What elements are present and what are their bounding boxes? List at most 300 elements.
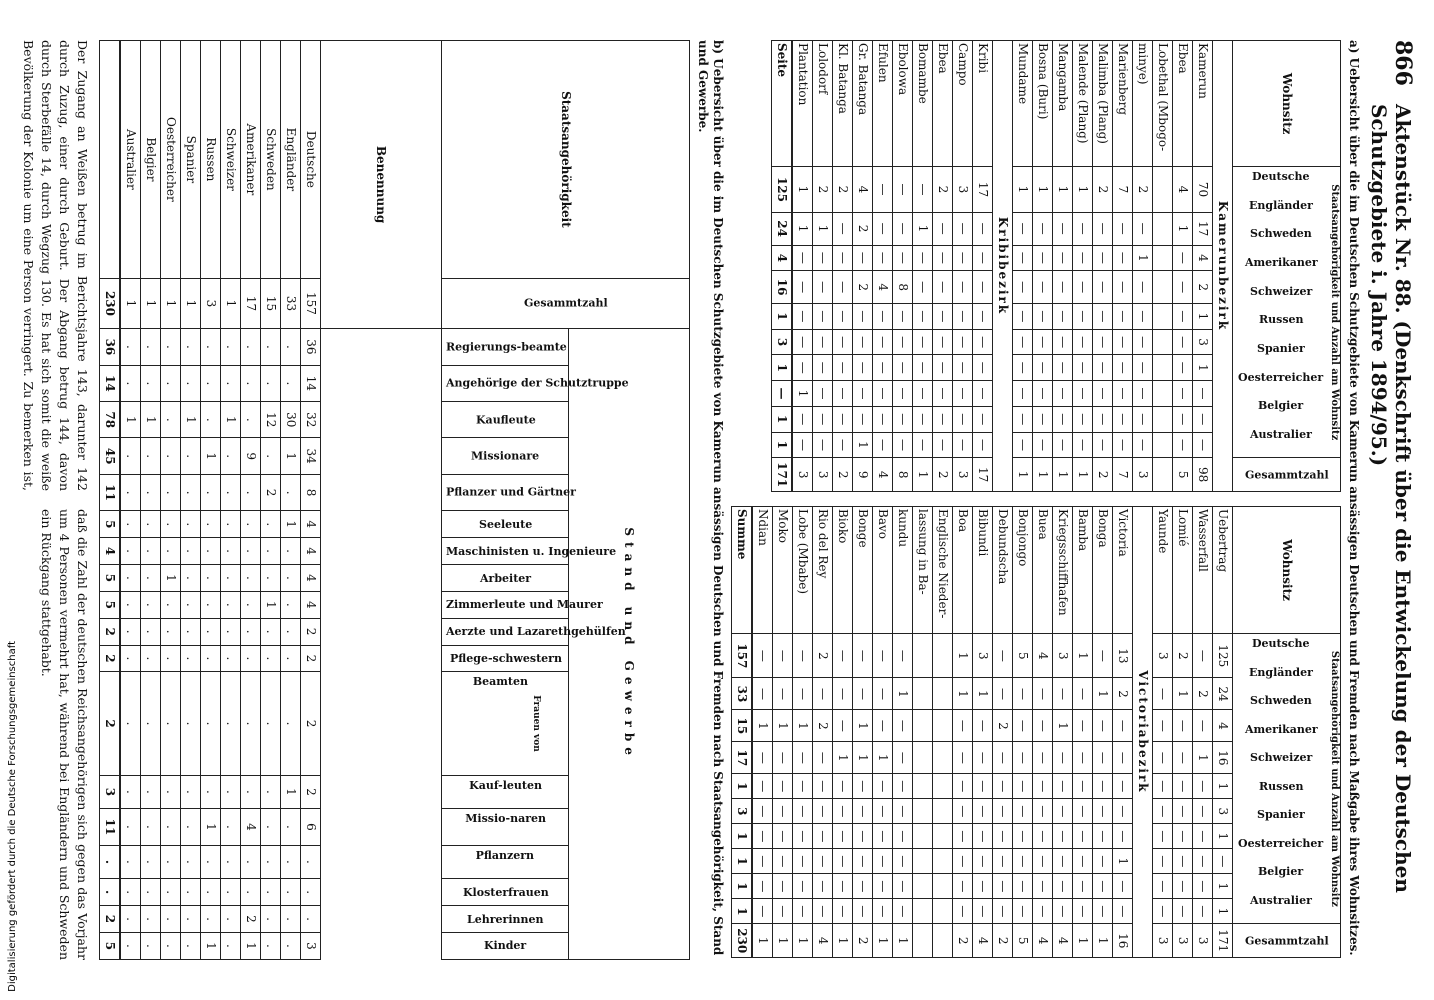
cell-total: 4	[1053, 924, 1073, 958]
cell-value: —	[1013, 355, 1033, 381]
column-header-group	[1233, 634, 1341, 924]
cell-value: —	[1173, 799, 1193, 824]
row-location-name: Mangamba	[1056, 43, 1071, 112]
cell-value: 1	[1053, 167, 1073, 212]
cell-value: —	[1093, 329, 1113, 355]
cell-value: —	[993, 874, 1013, 899]
cell-value: —	[953, 304, 973, 330]
row-location	[1073, 41, 1093, 167]
cell-value: —	[1013, 329, 1033, 355]
cell-value: —	[1053, 824, 1073, 849]
cell-value	[913, 874, 933, 899]
cell-value: —	[813, 245, 833, 271]
cell-value: 17	[732, 742, 753, 774]
cell-total: 4	[1033, 924, 1053, 958]
cell-value: 1	[1213, 824, 1233, 849]
column-header-benennung: Benennung	[321, 41, 442, 329]
cell-value: —	[993, 824, 1013, 849]
cell-value: —	[1173, 406, 1193, 432]
cell-value: —	[1113, 432, 1133, 458]
row-nationality: Schweden	[261, 41, 281, 279]
cell-total: 1	[1073, 458, 1093, 492]
cell-value: —	[873, 245, 893, 271]
row-location	[1033, 507, 1053, 634]
cell-value: .	[141, 932, 161, 959]
cell-value: —	[813, 849, 833, 874]
cell-value: 1	[1093, 678, 1113, 710]
cell-value: 1	[1193, 742, 1213, 774]
cell-total: 9	[853, 458, 873, 492]
column-header-frauen-name: Pflanzern	[476, 848, 535, 862]
table-row-total	[100, 41, 121, 960]
cell-value: —	[833, 432, 853, 458]
cell-value: 1	[1113, 849, 1133, 874]
table-row	[813, 41, 833, 492]
section-a-left	[731, 40, 1341, 492]
cell-value: .	[261, 672, 281, 775]
cell-value: .	[161, 906, 181, 933]
cell-value: 1	[772, 406, 793, 432]
cell-total: 3	[813, 458, 833, 492]
cell-value: .	[181, 932, 201, 959]
cell-value: —	[1093, 355, 1113, 381]
cell-value: 1	[181, 402, 201, 438]
cell-value: —	[1033, 710, 1053, 742]
cell-total: 17	[241, 278, 261, 328]
cell-value: —	[1113, 381, 1133, 407]
cell-value: 1	[141, 402, 161, 438]
cell-total: 1	[893, 924, 913, 958]
cell-value: 4	[241, 809, 261, 845]
cell-value: 2	[853, 212, 873, 245]
cell-value: .	[181, 365, 201, 401]
cell-value: —	[813, 678, 833, 710]
row-location-name: Rio del Rey	[816, 509, 831, 579]
cell-value: .	[120, 329, 141, 365]
cell-value: .	[261, 565, 281, 592]
row-location-name: Marienberg	[1116, 43, 1131, 116]
cell-value: .	[281, 906, 301, 933]
cell-value: 2	[261, 474, 281, 510]
cell-value: .	[261, 645, 281, 672]
cell-value: .	[161, 365, 181, 401]
cell-value: 4	[1033, 634, 1053, 678]
cell-total: 2	[953, 924, 973, 958]
cell-value: —	[1073, 874, 1093, 899]
cell-value: —	[1013, 824, 1033, 849]
cell-total: 1	[141, 278, 161, 328]
row-location-name: Debundscha	[996, 509, 1011, 585]
cell-value: —	[1053, 271, 1073, 304]
cell-value: 6	[301, 809, 321, 845]
table-row	[772, 41, 793, 492]
column-header-occupation: Lehrerinnen	[442, 906, 569, 933]
column-header-frauen-name: Kauf-leuten	[468, 778, 542, 792]
cell-value: —	[752, 824, 773, 849]
cell-value: —	[953, 329, 973, 355]
cell-value	[933, 742, 953, 774]
cell-value: —	[1113, 824, 1133, 849]
cell-value: .	[241, 591, 261, 618]
cell-value: .	[261, 906, 281, 933]
cell-value: —	[1113, 355, 1133, 381]
column-header-group-label: Staatsangehörigkeit und Anzahl am Wohnsitz	[1329, 650, 1341, 907]
cell-value: —	[773, 799, 793, 824]
cell-value: 1	[792, 381, 813, 407]
cell-value: 1	[261, 591, 281, 618]
cell-value: —	[873, 212, 893, 245]
cell-value: 2	[301, 672, 321, 775]
cell-value: .	[120, 538, 141, 565]
cell-value: —	[752, 899, 773, 924]
cell-value: .	[161, 329, 181, 365]
cell-value: —	[833, 710, 853, 742]
cell-value: .	[201, 591, 221, 618]
cell-total: 16	[1113, 924, 1133, 958]
table-row	[1073, 507, 1093, 958]
cell-value: —	[1093, 212, 1113, 245]
row-location	[1153, 507, 1173, 634]
cell-value: .	[201, 672, 221, 775]
cell-value: .	[301, 879, 321, 906]
cell-value: 4	[1193, 245, 1213, 271]
cell-value: —	[813, 432, 833, 458]
column-header-occupation: Regierungs-beamte	[442, 329, 569, 365]
cell-value: —	[1013, 406, 1033, 432]
cell-value: 78	[100, 402, 121, 438]
cell-value: .	[241, 511, 261, 538]
cell-value: —	[1133, 329, 1153, 355]
cell-value: .	[281, 474, 301, 510]
column-header-occupation: Maschinisten u. Ingenieure	[442, 538, 569, 565]
cell-value: —	[873, 678, 893, 710]
cell-value: 2	[241, 906, 261, 933]
cell-value: —	[1013, 271, 1033, 304]
cell-value: .	[281, 932, 301, 959]
table-row	[201, 41, 221, 960]
column-header-wohnsitz: Wohnsitz	[1233, 507, 1341, 634]
column-header-nationality: Schweden	[1250, 227, 1313, 241]
cell-value: .	[221, 329, 241, 365]
residence-table-left	[771, 40, 1341, 492]
column-header-frauen-name: Missio-naren	[464, 812, 546, 826]
cell-value: .	[221, 618, 241, 645]
dfg-footer	[0, 0, 24, 1000]
table-row	[853, 507, 873, 958]
cell-value: —	[833, 774, 853, 799]
cell-value: .	[141, 365, 161, 401]
cell-value: 1	[772, 304, 793, 330]
cell-value: —	[793, 849, 813, 874]
row-location	[893, 507, 913, 634]
cell-value: —	[973, 406, 993, 432]
cell-value: —	[1073, 432, 1093, 458]
cell-value: 45	[100, 438, 121, 474]
cell-value: .	[141, 618, 161, 645]
cell-value: 4	[873, 271, 893, 304]
cell-value: .	[201, 845, 221, 879]
cell-value: .	[201, 329, 221, 365]
cell-total: 157	[301, 278, 321, 328]
cell-value: —	[873, 710, 893, 742]
cell-value: —	[793, 678, 813, 710]
cell-value: —	[953, 742, 973, 774]
cell-value: 3	[100, 775, 121, 809]
row-location-name: Bonjongo	[1016, 509, 1031, 567]
table-row	[1173, 41, 1193, 492]
cell-value: .	[221, 538, 241, 565]
cell-value: —	[1193, 899, 1213, 924]
cell-value	[933, 899, 953, 924]
cell-value: 4	[100, 538, 121, 565]
cell-value: —	[813, 381, 833, 407]
row-location	[953, 507, 973, 634]
cell-value: .	[120, 438, 141, 474]
cell-value: .	[181, 438, 201, 474]
table-row	[281, 41, 301, 960]
column-header-group	[1233, 167, 1341, 458]
cell-value: —	[853, 245, 873, 271]
cell-value: 4	[301, 538, 321, 565]
cell-total: 2	[933, 458, 953, 492]
column-header-occupation: Kaufleute	[442, 402, 569, 438]
row-location-name: Summe	[735, 509, 750, 560]
cell-value: —	[813, 355, 833, 381]
table-row	[1193, 507, 1213, 958]
cell-value: —	[933, 245, 953, 271]
cell-value: .	[201, 879, 221, 906]
cell-value: .	[221, 365, 241, 401]
cell-total: 2	[853, 924, 873, 958]
cell-value: .	[161, 775, 181, 809]
cell-value: .	[221, 906, 241, 933]
cell-value: —	[752, 742, 773, 774]
column-header-occupation: Pflanzer und Gärtner	[442, 474, 569, 510]
section-a-right	[731, 506, 1341, 958]
cell-value: .	[181, 329, 201, 365]
cell-value: —	[873, 799, 893, 824]
cell-value: —	[1033, 849, 1053, 874]
cell-value: .	[201, 775, 221, 809]
row-location-name: Kriegsschiffhafen	[1056, 509, 1071, 616]
cell-value	[913, 634, 933, 678]
cell-value: —	[993, 774, 1013, 799]
column-header-occupation: Klosterfrauen	[442, 879, 569, 906]
cell-value: .	[201, 906, 221, 933]
cell-value: 12	[261, 402, 281, 438]
cell-value: —	[1093, 824, 1113, 849]
cell-value: —	[1073, 212, 1093, 245]
table-row	[141, 41, 161, 960]
cell-value: —	[1053, 432, 1073, 458]
cell-value: —	[1033, 304, 1053, 330]
cell-value: —	[853, 678, 873, 710]
row-location	[1093, 41, 1113, 167]
cell-value: .	[301, 845, 321, 879]
cell-total: 3	[1173, 924, 1193, 958]
page-title: Aktenstück Nr. 88. (Denkschrift über die Entwickelung der Deutschen Schutzgebiete i. Jahre 1894/95.)	[1367, 103, 1415, 893]
table-row	[1153, 507, 1173, 958]
cell-value	[1153, 432, 1173, 458]
cell-value: 3	[772, 329, 793, 355]
table-row	[813, 507, 833, 958]
cell-value: 4	[301, 591, 321, 618]
cell-value: .	[120, 565, 141, 592]
cell-total: 2	[1093, 458, 1113, 492]
cell-value: .	[120, 906, 141, 933]
cell-value: —	[993, 742, 1013, 774]
column-header-frauen-name: Beamten	[472, 675, 528, 689]
row-location-name: Englische Nieder-	[936, 509, 951, 619]
cell-value: .	[141, 538, 161, 565]
cell-value: .	[120, 474, 141, 510]
cell-value: —	[1033, 355, 1053, 381]
cell-value: —	[1173, 329, 1193, 355]
cell-value: 2	[1133, 167, 1153, 212]
cell-total: 5	[1013, 924, 1033, 958]
cell-value: .	[221, 672, 241, 775]
cell-value: —	[1033, 329, 1053, 355]
table-row	[1093, 507, 1113, 958]
row-location-name: Wasserfall	[1196, 509, 1211, 572]
cell-value: —	[893, 167, 913, 212]
cell-value: —	[1113, 212, 1133, 245]
cell-value: —	[893, 406, 913, 432]
cell-value: —	[993, 899, 1013, 924]
cell-total: 15	[261, 278, 281, 328]
cell-value: —	[1093, 381, 1113, 407]
cell-total	[913, 924, 933, 958]
column-header-occupation: Pflege-schwestern	[442, 645, 569, 672]
row-location-name: Bosna (Buri)	[1036, 43, 1051, 120]
cell-value: —	[973, 381, 993, 407]
row-location	[1053, 41, 1073, 167]
cell-value: 1	[893, 678, 913, 710]
cell-value: 3	[1193, 329, 1213, 355]
cell-value: —	[1013, 874, 1033, 899]
column-header-nationality: Schweden	[1250, 694, 1313, 708]
cell-value: —	[873, 824, 893, 849]
table-row	[1013, 41, 1033, 492]
cell-value: —	[1093, 799, 1113, 824]
cell-value: —	[933, 271, 953, 304]
cell-value: —	[1173, 710, 1193, 742]
column-header-nationality: Australier	[1250, 894, 1313, 908]
table-row	[1113, 41, 1133, 492]
cell-value: .	[161, 618, 181, 645]
column-header-nationality: Spanier	[1257, 808, 1306, 822]
page-number: 866	[1390, 40, 1416, 86]
cell-value: —	[853, 355, 873, 381]
cell-value: —	[973, 874, 993, 899]
cell-value: —	[1013, 381, 1033, 407]
cell-value: .	[141, 329, 161, 365]
cell-value: —	[1033, 212, 1053, 245]
cell-total: 7	[1113, 458, 1133, 492]
cell-total: 5	[1173, 458, 1193, 492]
row-location-name: Malende (Plang)	[1076, 43, 1091, 144]
cell-value: .	[241, 538, 261, 565]
cell-value: 17	[973, 167, 993, 212]
cell-value: 3	[732, 799, 753, 824]
cell-value: —	[1013, 899, 1033, 924]
cell-value: .	[120, 511, 141, 538]
cell-value: 24	[1213, 678, 1233, 710]
cell-total: 1	[793, 924, 813, 958]
cell-value: —	[833, 245, 853, 271]
row-location-name: Kl. Batanga	[836, 43, 851, 114]
row-location-name: Bonge	[856, 509, 871, 548]
footer-text: Digitalisierung gefördert durch die Deutsche Forschungsgemeinschaft	[6, 641, 18, 992]
cell-value: —	[1013, 304, 1033, 330]
cell-value: .	[241, 672, 261, 775]
table-row	[1113, 507, 1133, 958]
column-header-nationality: Deutsche	[1252, 637, 1311, 651]
cell-value: —	[913, 432, 933, 458]
cell-value: 70	[1193, 167, 1213, 212]
cell-value: —	[1013, 212, 1033, 245]
cell-value: —	[893, 824, 913, 849]
cell-value: —	[1113, 304, 1133, 330]
column-header-frauen	[442, 845, 569, 879]
cell-value: —	[1213, 849, 1233, 874]
cell-value: —	[1153, 899, 1173, 924]
cell-value: —	[913, 245, 933, 271]
cell-value: —	[1173, 355, 1193, 381]
cell-value: —	[792, 432, 813, 458]
cell-value: —	[1153, 742, 1173, 774]
cell-value: —	[973, 849, 993, 874]
cell-value: —	[1033, 245, 1053, 271]
cell-value: —	[833, 212, 853, 245]
cell-value: —	[1053, 304, 1073, 330]
cell-value: —	[953, 245, 973, 271]
cell-value: 3	[953, 167, 973, 212]
cell-value: —	[893, 849, 913, 874]
table-row	[993, 507, 1013, 958]
cell-value: 1	[1033, 167, 1053, 212]
cell-value: .	[181, 591, 201, 618]
row-location	[1013, 41, 1033, 167]
cell-value	[913, 742, 933, 774]
cell-total: 3	[792, 458, 813, 492]
cell-value: —	[1113, 271, 1133, 304]
cell-value: —	[893, 381, 913, 407]
cell-value: .	[241, 618, 261, 645]
cell-value: .	[181, 879, 201, 906]
cell-value: —	[1073, 899, 1093, 924]
cell-value: —	[1053, 774, 1073, 799]
cell-value: —	[973, 899, 993, 924]
cell-value: .	[161, 879, 181, 906]
column-header-nationality: Schweizer	[1250, 751, 1313, 765]
cell-value: —	[833, 304, 853, 330]
cell-value	[1153, 381, 1173, 407]
cell-value: 1	[1053, 710, 1073, 742]
cell-total: 3	[953, 458, 973, 492]
cell-value: 1	[773, 710, 793, 742]
row-location-name: Bamba	[1076, 509, 1091, 552]
cell-value: —	[973, 799, 993, 824]
row-location	[1073, 507, 1093, 634]
column-header-occupation: Zimmerleute und Maurer	[442, 591, 569, 618]
cell-value: 1	[853, 432, 873, 458]
cell-value: —	[773, 678, 793, 710]
table-row	[973, 507, 993, 958]
table-row	[893, 507, 913, 958]
cell-value: —	[813, 329, 833, 355]
cell-value: —	[933, 432, 953, 458]
